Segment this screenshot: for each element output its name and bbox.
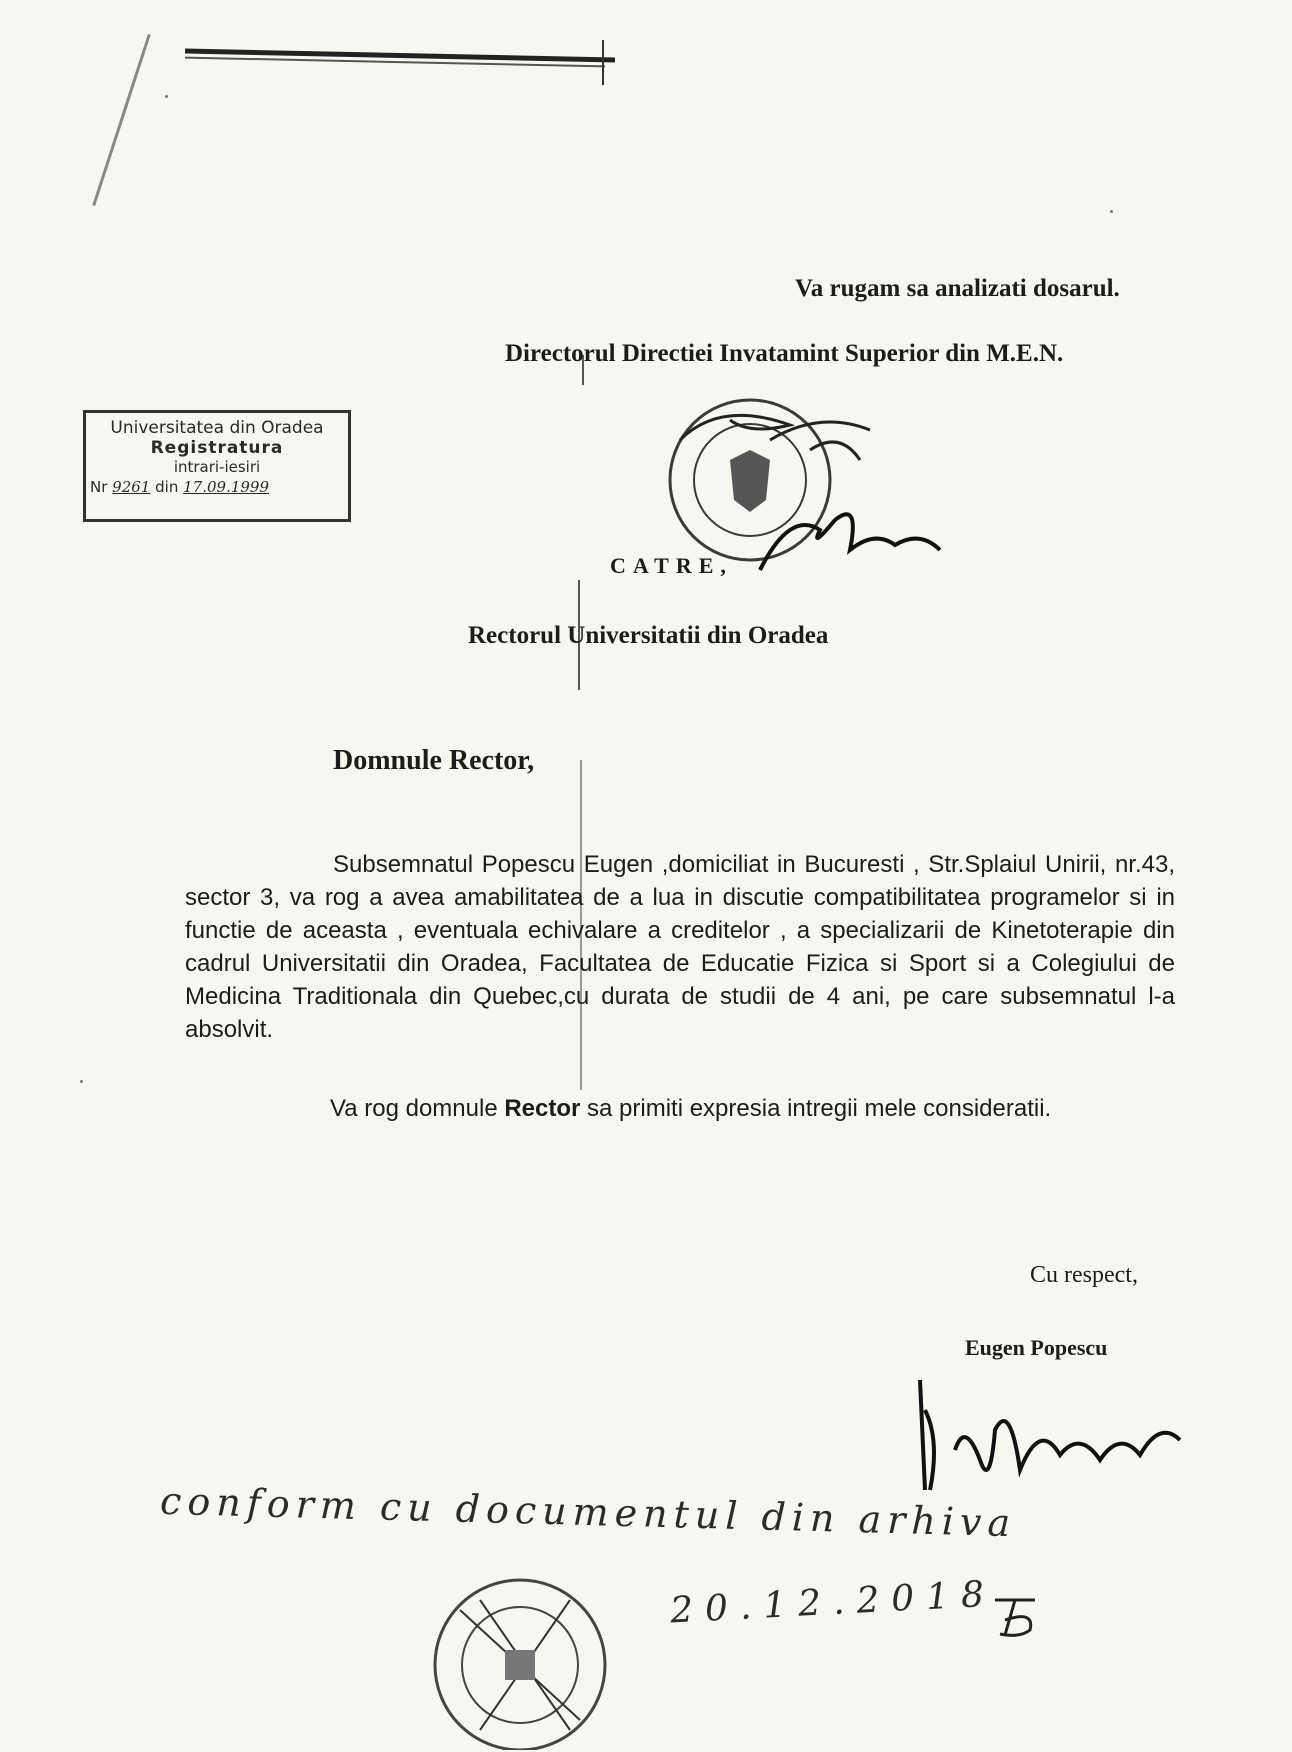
initials-mark — [985, 1590, 1045, 1640]
applicant-signature — [900, 1360, 1220, 1510]
scan-dot — [80, 1080, 83, 1083]
closing-line — [330, 1095, 1051, 1123]
scan-dot — [165, 95, 168, 98]
registry-date-value: 17.09.1999 — [183, 478, 270, 496]
certification-date: 20.12.2018 — [669, 1573, 997, 1632]
catre-label: CATRE, — [610, 553, 733, 578]
registry-title: Registratura — [150, 438, 284, 458]
registry-date-label: din — [155, 478, 179, 496]
closing-pre: Va rog domnule — [330, 1095, 505, 1122]
signer-name: Eugen Popescu — [965, 1335, 1108, 1360]
scan-mark — [92, 34, 150, 206]
greeting: Domnule Rector, — [333, 745, 535, 776]
closing-post: sa primiti expresia intregii mele consideratii. — [580, 1095, 1052, 1122]
director-line: Directorul Directiei Invatamint Superior din M.E.N. — [505, 340, 1064, 367]
registry-subtitle: intrari-iesiri — [173, 458, 261, 476]
certification-note: conform cu documentul din arhiva — [159, 1478, 1017, 1546]
registry-university: Universitatea din Oradea — [110, 418, 324, 438]
university-stamp — [420, 1570, 620, 1750]
registry-nr-label: Nr — [90, 478, 108, 496]
respect-line: Cu respect, — [1030, 1262, 1138, 1288]
registry-stamp — [83, 410, 351, 522]
letter-body: Subsemnatul Popescu Eugen ,domiciliat in Bucuresti , Str.Splaiul Unirii, nr.43, sector 3, va rog a avea amabilitatea de a lua in discutie compatibilitatea programelor si in functie de aceasta , eventuala echivalare a creditelor , a specializarii de Kinetoterapie din cadrul Universitatii din Oradea, Facultatea de Educatie Fizica si Sport si a Colegiului de Medicina Traditionala din Quebec,cu durata de studii de 4 ani, pe care subsemnatul l-a absolvit. — [185, 851, 1175, 1043]
coat-of-arms-icon — [730, 450, 770, 512]
scan-mark — [602, 40, 604, 85]
recipient-line: Rectorul Universitatii din Oradea — [468, 622, 829, 649]
scan-dot — [1110, 210, 1113, 213]
instruction-note: Va rugam sa analizati dosarul. — [795, 275, 1120, 302]
registry-number-row — [86, 478, 348, 496]
closing-bold: Rector — [504, 1095, 581, 1122]
registry-nr-value: 9261 — [112, 478, 151, 496]
